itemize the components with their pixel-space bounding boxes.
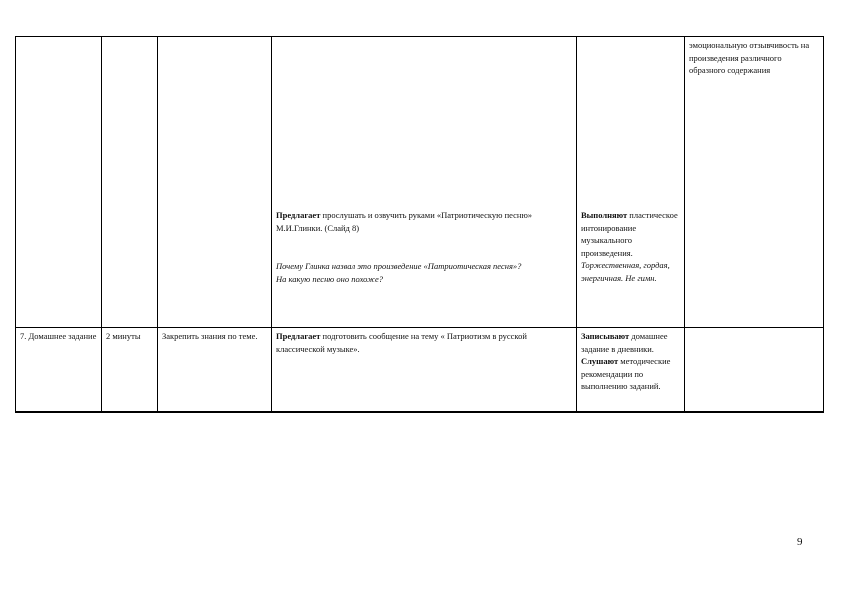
time-cell: 2 минуты [102, 328, 158, 413]
stage-cell [16, 37, 102, 328]
time-cell [102, 37, 158, 328]
question-2: На какую песню оно похоже? [276, 273, 384, 284]
result-cell [685, 37, 824, 328]
page-number: 9 [797, 536, 803, 548]
goal-cell [158, 37, 272, 328]
student-activity-2: Слушают методические рекомендации по выполнению заданий. [581, 356, 671, 391]
goal-cell: Закрепить знания по теме. [158, 328, 272, 413]
result-cell [685, 328, 824, 413]
student-activity: Выполняют пластическое интонирование музыкального произведения. [581, 210, 678, 258]
table-row [16, 37, 824, 328]
student-answer: Торжественная, гордая, энергичная. Не гимн. [581, 260, 670, 283]
teacher-activity-cell [272, 328, 577, 413]
teacher-instruction: Предлагает прослушать и озвучить руками «Патриотическую песню» М.И.Глинки. (Слайд 8) [276, 210, 533, 233]
student-activity-cell [577, 328, 685, 413]
table-row [16, 328, 824, 413]
teacher-activity-cell [272, 37, 577, 328]
teacher-instruction: Предлагает подготовить сообщение на тему « Патриотизм в русской классической музыке». [276, 331, 527, 354]
student-activity: Записывают домашнее задание в дневники. [581, 331, 668, 354]
lesson-plan-table [15, 36, 824, 413]
result-text: эмоциональную отзывчивость на произведения различного образного содержания [689, 40, 810, 75]
question-1: Почему Глинка назвал это произведение «Патриотическая песня»? [276, 261, 522, 271]
stage-cell: 7. Домашнее задание [16, 328, 102, 413]
student-activity-cell [577, 37, 685, 328]
